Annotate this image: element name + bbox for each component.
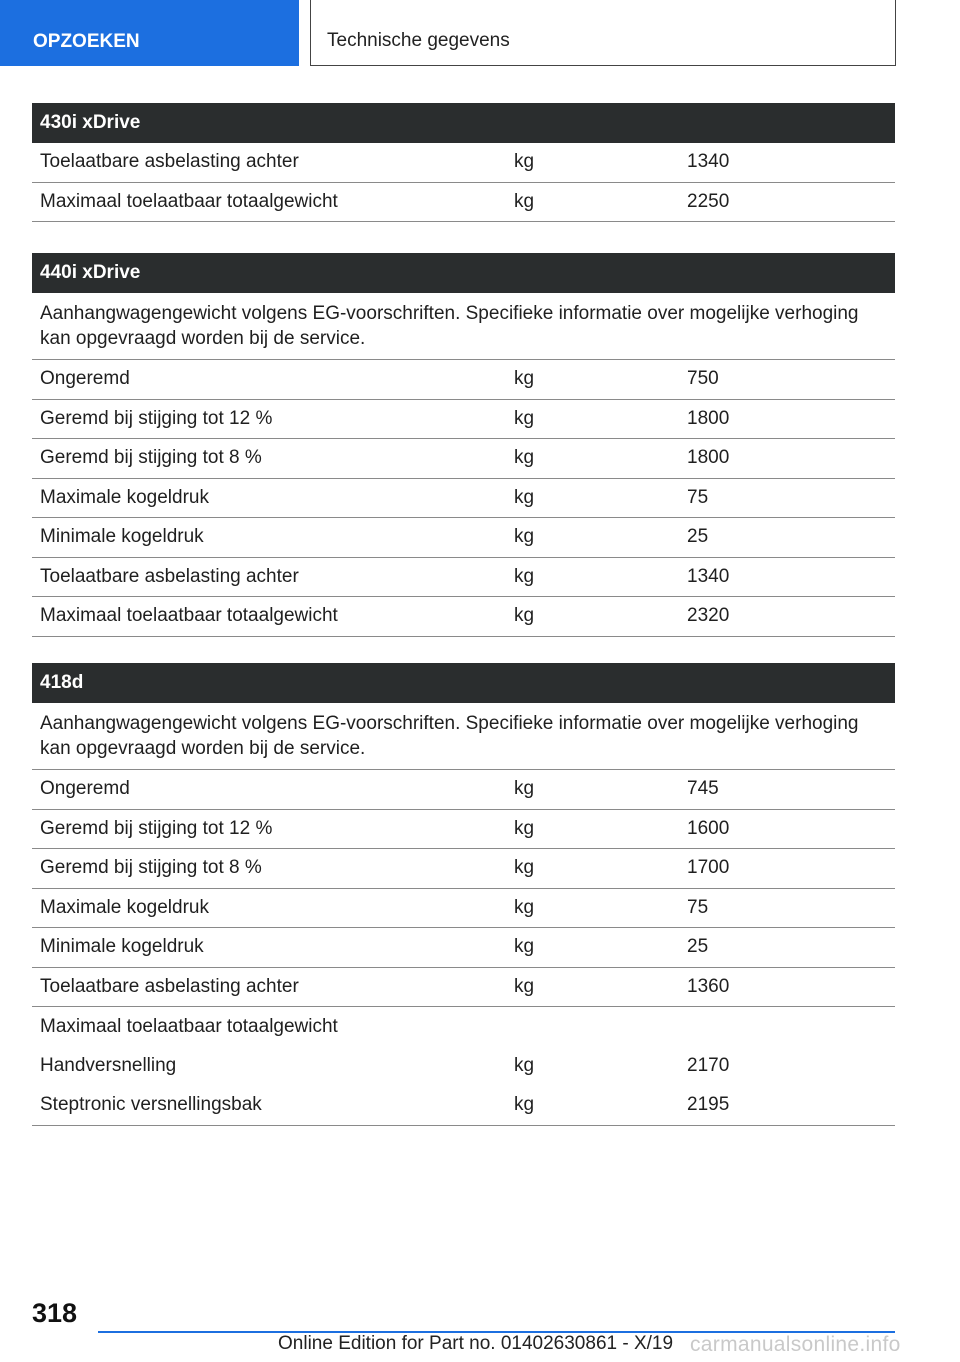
section-title: Technische gegevens: [327, 30, 510, 51]
row-label: Ongeremd: [40, 368, 130, 390]
table-row: [32, 849, 895, 889]
table-row: [32, 479, 895, 519]
table-row: [32, 143, 895, 183]
row-unit: kg: [514, 857, 535, 879]
section-430i-xdrive: [32, 103, 895, 222]
section-heading: 440i xDrive: [32, 253, 895, 293]
opzoeken-tab-label: OPZOEKEN: [33, 31, 140, 52]
section-heading: 418d: [32, 663, 895, 703]
row-unit: kg: [514, 407, 535, 429]
row-unit: kg: [514, 975, 535, 997]
row-value: 25: [687, 526, 709, 548]
row-label: Maximale kogeldruk: [40, 486, 209, 508]
row-value: 1360: [687, 975, 730, 997]
table-row: [32, 597, 895, 637]
row-unit: kg: [514, 1055, 535, 1077]
table-row: [32, 518, 895, 558]
row-label: Minimale kogeldruk: [40, 936, 204, 958]
row-unit: kg: [514, 151, 535, 173]
table-row: [32, 770, 895, 810]
table-row: [32, 183, 895, 223]
row-label: Geremd bij stijging tot 8 %: [40, 447, 262, 469]
row-unit: kg: [514, 447, 535, 469]
row-value: 1800: [687, 407, 730, 429]
row-label: Maximaal toelaatbaar totaalgewicht: [40, 605, 338, 627]
row-value: 75: [687, 486, 709, 508]
row-value: 1800: [687, 447, 730, 469]
row-value: 2320: [687, 605, 730, 627]
table-row: [32, 400, 895, 440]
table-row: [32, 439, 895, 479]
watermark: carmanualsonline.info: [690, 1333, 901, 1356]
row-value: 1340: [687, 565, 730, 587]
row-label: Toelaatbare asbelasting achter: [40, 975, 299, 997]
section-heading: 430i xDrive: [32, 103, 895, 143]
row-label: Maximale kogeldruk: [40, 896, 209, 918]
row-value: 1600: [687, 817, 730, 839]
table-row: [32, 360, 895, 400]
table-row: [32, 1047, 895, 1087]
page-number: 318: [32, 1298, 78, 1328]
row-unit: kg: [514, 565, 535, 587]
opzoeken-tab[interactable]: [0, 0, 299, 66]
section-title-box: [310, 0, 896, 66]
row-label: Minimale kogeldruk: [40, 526, 204, 548]
row-label: Toelaatbare asbelasting achter: [40, 565, 299, 587]
section-440i-xdrive: [32, 253, 895, 637]
row-unit: kg: [514, 936, 535, 958]
table-row: [32, 810, 895, 850]
table-row: [32, 968, 895, 1008]
edition-footer: Online Edition for Part no. 01402630861 - X/19: [278, 1333, 674, 1354]
row-value: 2195: [687, 1094, 730, 1116]
row-value: 25: [687, 936, 709, 958]
section-note: Aanhangwagengewicht volgens EG-voorschriften. Specifieke informatie over mogelijke verhoging kan opgevraagd worden bij de service.: [32, 703, 895, 770]
row-value: 2170: [687, 1055, 730, 1077]
row-label: Maximaal toelaatbaar totaalgewicht: [40, 190, 338, 212]
table-row: [32, 558, 895, 598]
table-row: [32, 1086, 895, 1126]
row-label: Geremd bij stijging tot 12 %: [40, 407, 273, 429]
page-header: [0, 0, 960, 66]
row-value: 1340: [687, 151, 730, 173]
row-label: Ongeremd: [40, 778, 130, 800]
section-note: Aanhangwagengewicht volgens EG-voorschriften. Specifieke informatie over mogelijke verhoging kan opgevraagd worden bij de service.: [32, 293, 895, 360]
row-value: 750: [687, 368, 719, 390]
table-row: [32, 928, 895, 968]
row-unit: kg: [514, 368, 535, 390]
row-unit: kg: [514, 605, 535, 627]
row-label: Geremd bij stijging tot 12 %: [40, 817, 273, 839]
row-unit: kg: [514, 817, 535, 839]
row-unit: kg: [514, 526, 535, 548]
row-value: 75: [687, 896, 709, 918]
row-unit: kg: [514, 1094, 535, 1116]
row-unit: kg: [514, 896, 535, 918]
row-value: 2250: [687, 190, 730, 212]
row-unit: kg: [514, 778, 535, 800]
row-value: 1700: [687, 857, 730, 879]
row-label: Steptronic versnellingsbak: [40, 1094, 262, 1116]
total-weight-heading-row: [32, 1007, 895, 1047]
row-label: Handversnelling: [40, 1055, 177, 1077]
row-unit: kg: [514, 190, 535, 212]
table-row: [32, 889, 895, 929]
row-unit: kg: [514, 486, 535, 508]
row-label: Geremd bij stijging tot 8 %: [40, 857, 262, 879]
section-418d: [32, 663, 895, 1126]
row-label: Maximaal toelaatbaar totaalgewicht: [40, 1015, 338, 1037]
row-value: 745: [687, 778, 719, 800]
row-label: Toelaatbare asbelasting achter: [40, 151, 299, 173]
